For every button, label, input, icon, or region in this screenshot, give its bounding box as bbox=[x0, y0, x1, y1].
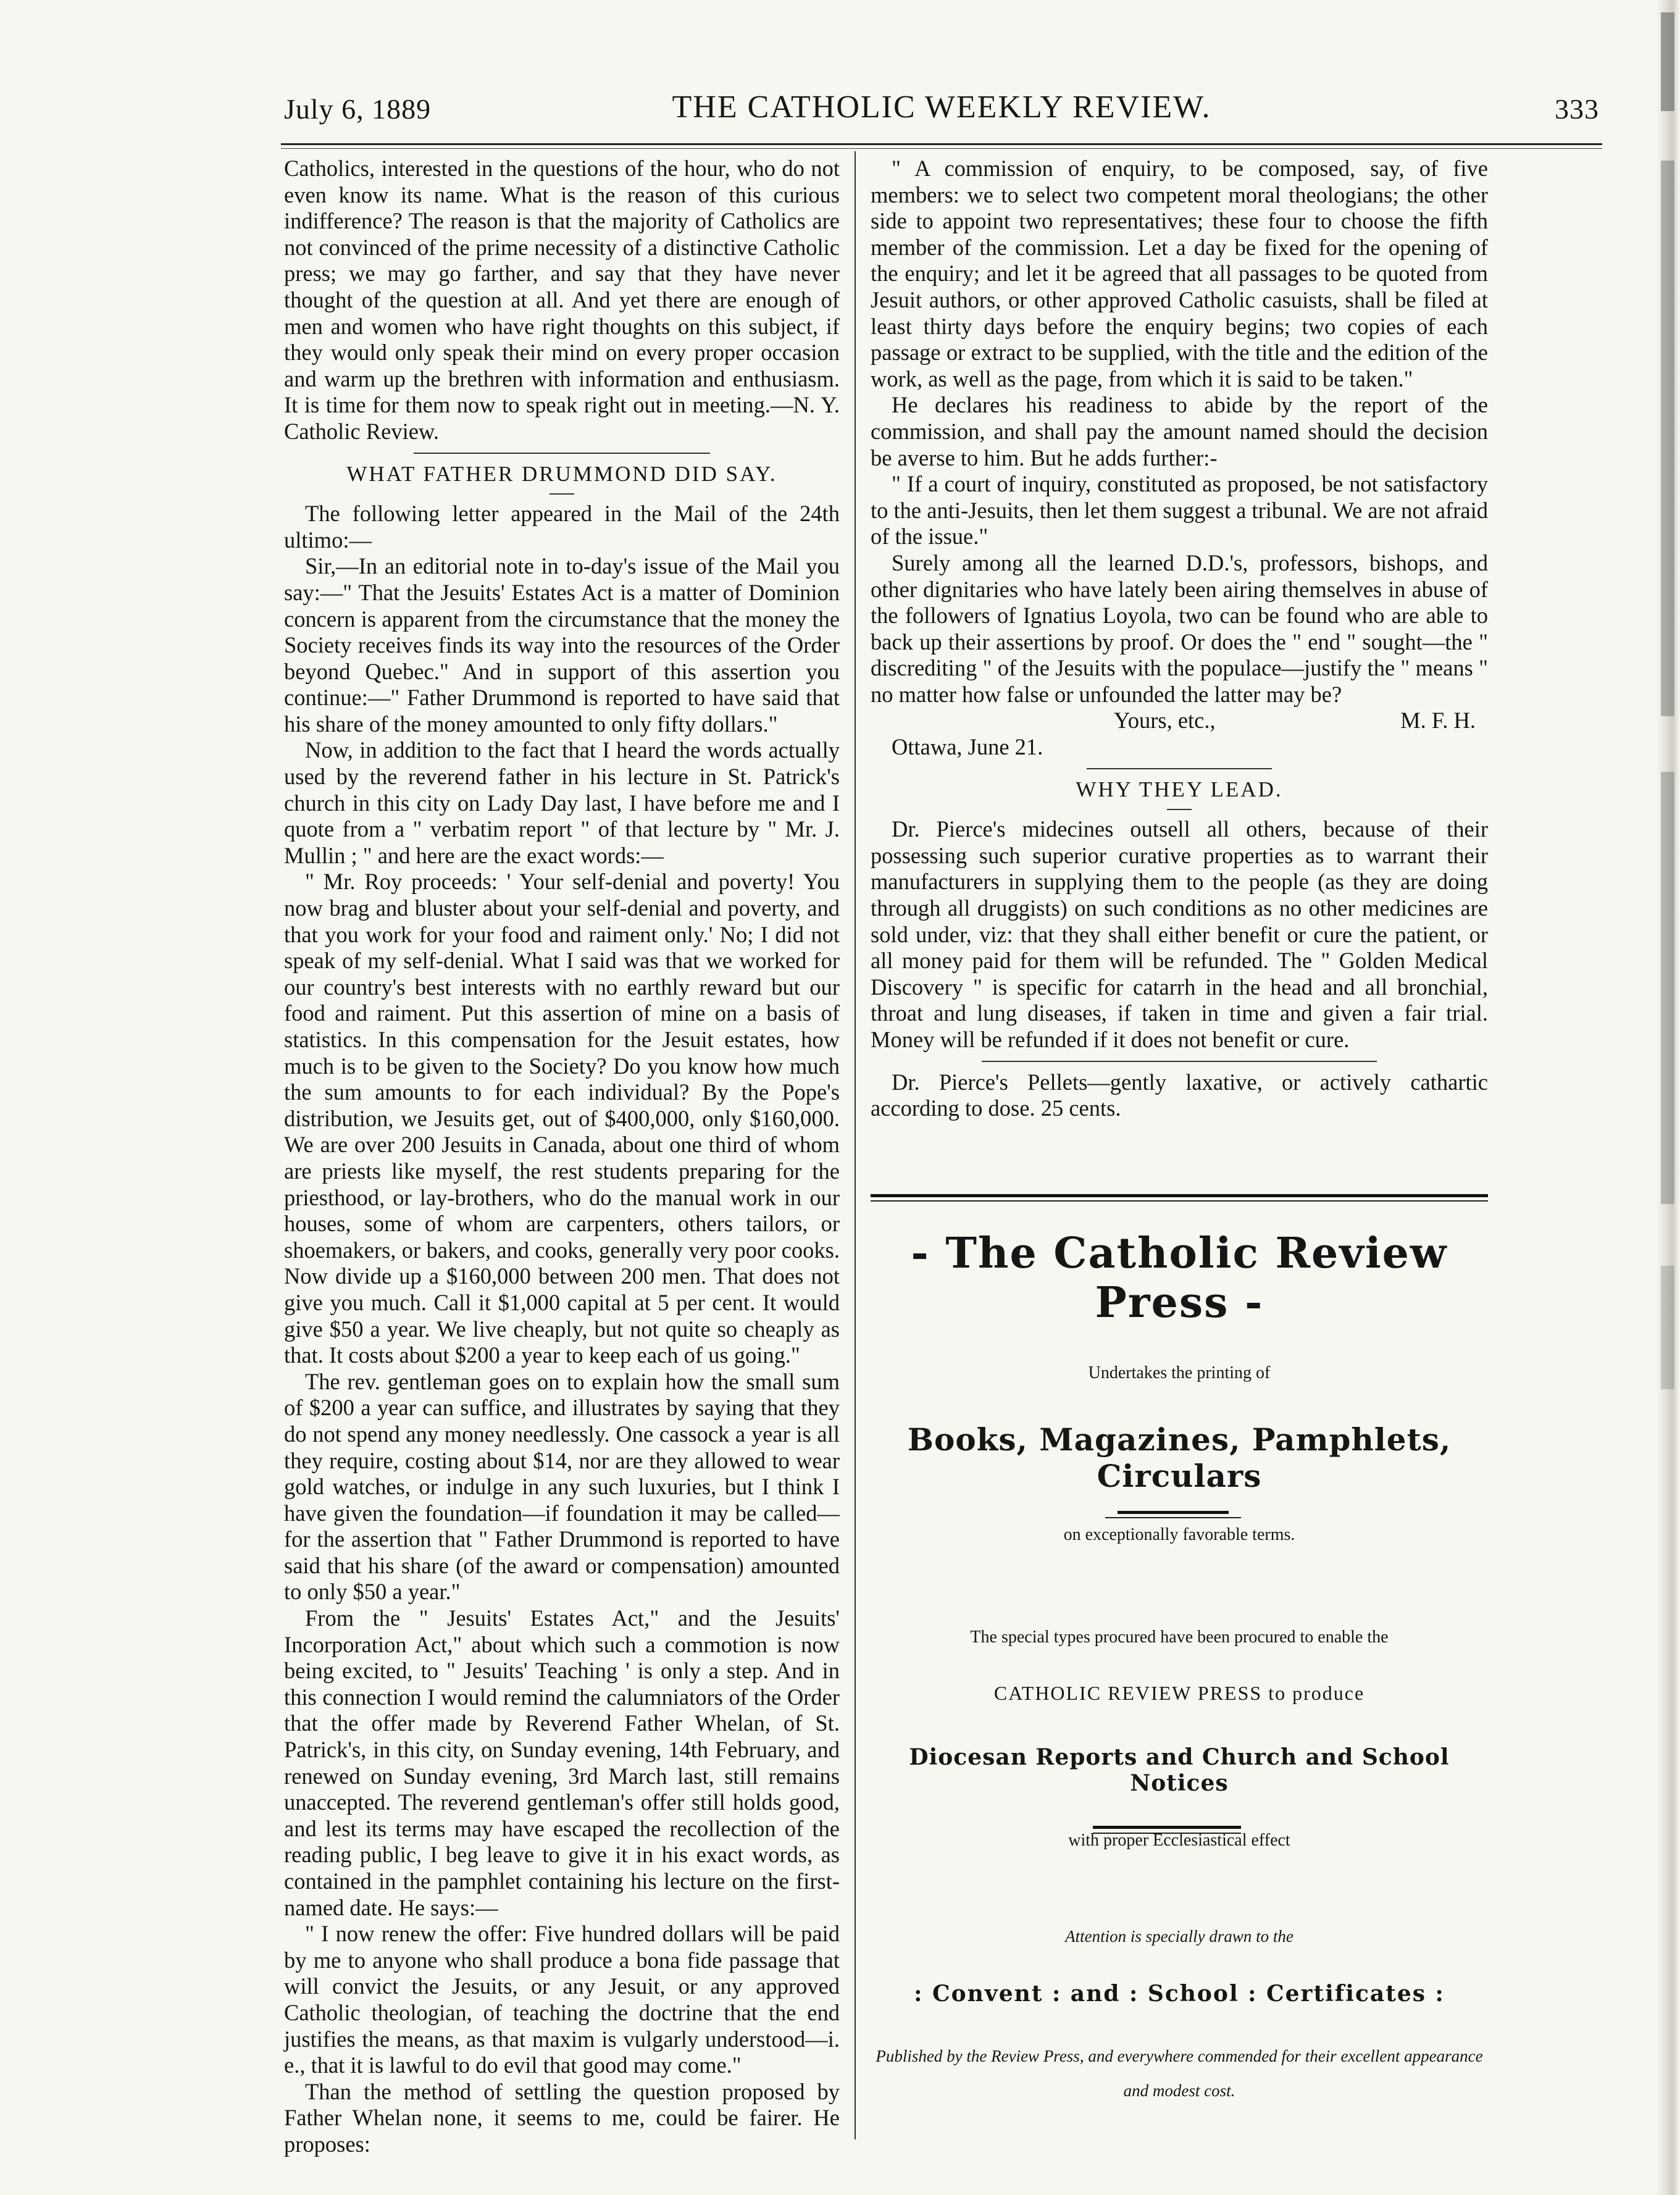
article-paragraph: Than the method of settling the question proposed by Father Whelan none, it seems to me, could be fairer. He proposes: bbox=[284, 2078, 840, 2157]
article-paragraph: " I now renew the offer: Five hundred dollars will be paid by me to anyone who shall produce a bona fide passage that will convict the Jesuits, or any Jesuit, or any approved Catholic theologian, of teaching the doctrine that the end justifies the means, as that maxim is vulgarly understood—i. e., that it is lawful to do evil that good may come." bbox=[284, 1921, 840, 2078]
scan-edge-mark bbox=[1661, 772, 1674, 1204]
advert-ornament-rule bbox=[1093, 1826, 1241, 1829]
heading-dash bbox=[1167, 809, 1192, 810]
advert-types: The special types procured have been procured to enable the bbox=[970, 1628, 1389, 1647]
advert-products: Books, Magazines, Pamphlets, Circulars bbox=[907, 1421, 1452, 1494]
letter-signoff bbox=[871, 708, 1488, 734]
masthead-title: THE CATHOLIC WEEKLY REVIEW. bbox=[672, 90, 1211, 125]
section-rule bbox=[414, 453, 710, 454]
advert-reports: Diocesan Reports and Church and School Notices bbox=[909, 1744, 1450, 1796]
advert-top-rule-thin bbox=[871, 1200, 1488, 1202]
advert-paragraph: Dr. Pierce's midecines outsell all others, because of their possessing such superior curative properties as to warrant their manufacturers in supplying them to the people (as they are doing through all druggists) on such conditions as no other medicines are sold under, viz: that they shall either benefit or cure the patient, or all money paid for them will be refunded. The " Golden Medical Discovery " is specific for catarrh in the head and all bronchial, throat and lung diseases, if taken in time and given a fair trial. Money will be refunded if it does not benefit or cure. bbox=[871, 816, 1488, 1052]
issue-date: July 6, 1889 bbox=[284, 93, 432, 125]
advert-ornament-rule-thin bbox=[1105, 1517, 1241, 1518]
section-rule bbox=[1087, 768, 1272, 769]
header-rule bbox=[281, 143, 1602, 145]
advert-effect: with proper Ecclesiastical effect bbox=[1068, 1831, 1290, 1850]
page-number: 333 bbox=[1555, 93, 1599, 125]
advert-ornament-rule-thin bbox=[1093, 1833, 1241, 1834]
article-paragraph: He declares his readiness to abide by the report of the commission, and shall pay the amount named should the decision be averse to him. But he adds further:- bbox=[871, 392, 1488, 470]
heading-dash bbox=[550, 493, 574, 495]
article-paragraph: Surely among all the learned D.D.'s, professors, bishops, and other dignitaries who have lately been airing themselves in abuse of the followers of Ignatius Loyola, two can be found who are able to back up their assertions by proof. Or does the " end " sought—the " discrediting " of the Jesuits with the populace—justify the " means " no matter how false or unfounded the latter may be? bbox=[871, 550, 1488, 707]
article-paragraph: " A commission of enquiry, to be composed, say, of five members: we to select two competent moral theologians; the other side to appoint two representatives; these four to choose the fifth member of the commission. Let a day be fixed for the opening of the enquiry; and let it be agreed that all passages to be quoted from Jesuit authors, or other approved Catholic casuists, shall be filed at least thirty days before the enquiry begins; two copies of each passage or extract to be supplied, with the title and the edition of the work, as well as the page, from which it is said to be taken." bbox=[871, 156, 1488, 391]
intro-paragraph: Catholics, interested in the questions of the hour, who do not even know its name. What is the reason of this curious indifference? The reason is that the majority of Catholics are not convinced of the prime necessity of a distinctive Catholic press; we may go farther, and say that they have never thought of the question at all. And yet there are enough of men and women who have right thoughts on this subject, if they would only speak their mind on every proper occasion and warm up the brethren with information and enthusiasm. It is time for them now to speak right out in meeting.—N. Y. Catholic Review. bbox=[284, 156, 840, 444]
advert-ornament-rule bbox=[1118, 1511, 1229, 1514]
scan-edge-mark bbox=[1661, 1266, 1674, 1389]
signoff-initials: M. F. H. bbox=[1400, 708, 1476, 734]
advert-attention: Attention is specially drawn to the bbox=[1065, 1927, 1293, 1946]
advert-title: - The Catholic Review Press - bbox=[911, 1229, 1448, 1327]
article-paragraph: The following letter appeared in the Mail of the 24th ultimo:— bbox=[284, 501, 840, 553]
article-heading-drummond: WHAT FATHER DRUMMOND DID SAY. bbox=[346, 461, 777, 486]
left-column bbox=[284, 156, 840, 2158]
advert-certificates: : Convent : and : School : Certificates : bbox=[914, 1981, 1445, 2007]
article-paragraph: Now, in addition to the fact that I heard the words actually used by the reverend father in his lecture in St. Patrick's church in this city on Lady Day last, I have before me and I quote from a " verbatim report " of that lecture by " Mr. J. Mullin ; " and here are the exact words:— bbox=[284, 737, 840, 868]
article-paragraph: Sir,—In an editorial note in to-day's issue of the Mail you say:—" That the Jesuits' Estates Act is a matter of Dominion concern is apparent from the circumstance that the money the Society receives finds its way into the resources of the Order beyond Quebec." And in support of this assertion you continue:—" Father Drummond is reported to have said that his share of the money amounted to only fifty dollars." bbox=[284, 553, 840, 737]
header-rule-thin bbox=[281, 148, 1602, 149]
catholic-review-press-advert bbox=[871, 1229, 1488, 2108]
column-divider bbox=[855, 151, 856, 2139]
article-heading-why-they-lead: WHY THEY LEAD. bbox=[1076, 777, 1283, 801]
advert-press: CATHOLIC REVIEW PRESS to produce bbox=[993, 1682, 1365, 1704]
article-paragraph: From the " Jesuits' Estates Act," and the Jesuits' Incorporation Act," about which such a commotion is now being excited, to " Jesuits' Teaching ' is only a step. And in this connection I would remind the calumniators of the Order that the offer made by Reverend Father Whelan, of St. Patrick's, in this city, on Sunday evening, 14th February, and renewed on Sunday evening, 3rd March last, still remains unaccepted. The reverend gentleman's offer still holds good, and lest its terms may have escaped the recollection of the reading public, I beg leave to give it in his exact words, as contained in the pamphlet containing his lecture on the first-named date. He says:— bbox=[284, 1605, 840, 1920]
scan-edge-mark bbox=[1661, 12, 1674, 111]
advert-top-rule bbox=[871, 1194, 1488, 1197]
letter-place-date: Ottawa, June 21. bbox=[892, 734, 1043, 760]
advert-undertakes: Undertakes the printing of bbox=[1088, 1363, 1271, 1382]
article-paragraph: " If a court of inquiry, constituted as proposed, be not satisfactory to the anti-Jesuits, then let them suggest a tribunal. We are not afraid of the issue." bbox=[871, 471, 1488, 550]
pellets-paragraph: Dr. Pierce's Pellets—gently laxative, or actively cathartic according to dose. 25 cents. bbox=[871, 1069, 1488, 1121]
signoff-text: Yours, etc., bbox=[1114, 708, 1216, 734]
right-column bbox=[871, 156, 1488, 1122]
article-paragraph: " Mr. Roy proceeds: ' Your self-denial and poverty! You now brag and bluster about your self-denial and poverty, and that you work for your food and raiment only.' No; I did not speak of my self-denial. What I said was that we worked for our country's best interests with no earthly reward but our food and raiment. Put this assertion of mine on a basis of statistics. In this compensation for the Jesuit estates, how much is to be given to the Society? Do you know how much the sum amounts to for each individual? By the Pope's distribution, we Jesuits get, out of $400,000, only $160,000. We are over 200 Jesuits in Canada, about one third of whom are priests like myself, the rest students preparing for the priesthood, or lay-brothers, who do the manual work in our houses, some of whom are carpenters, others tailors, or shoemakers, or bakers, and cooks, generally very poor cooks. Now divide up a $160,000 between 200 men. That does not give you much. Call it $1,000 capital at 5 per cent. It would give $50 a year. We live cheaply, but not quite so cheaply as that. It costs about $200 a year to keep each of us going." bbox=[284, 869, 840, 1368]
article-paragraph: The rev. gentleman goes on to explain how the small sum of $200 a year can suffice, and illustrates by saying that they do not spend any money needlessly. One cassock a year is all they require, costing about $14, nor are they allowed to wear gold watches, or indulge in any such luxuries, but I think I have given the foundation—if foundation it may be called—for the assertion that " Father Drummond is reported to have said that his share (of the award or compensation) amounted to only $50 a year." bbox=[284, 1368, 840, 1605]
scan-edge-mark bbox=[1661, 161, 1674, 716]
advert-published: Published by the Review Press, and everywhere commended for their excellent appearance and modest cost. bbox=[876, 2047, 1483, 2100]
section-rule bbox=[982, 1061, 1377, 1062]
advert-terms: on exceptionally favorable terms. bbox=[1063, 1525, 1295, 1544]
page-header bbox=[284, 86, 1599, 136]
